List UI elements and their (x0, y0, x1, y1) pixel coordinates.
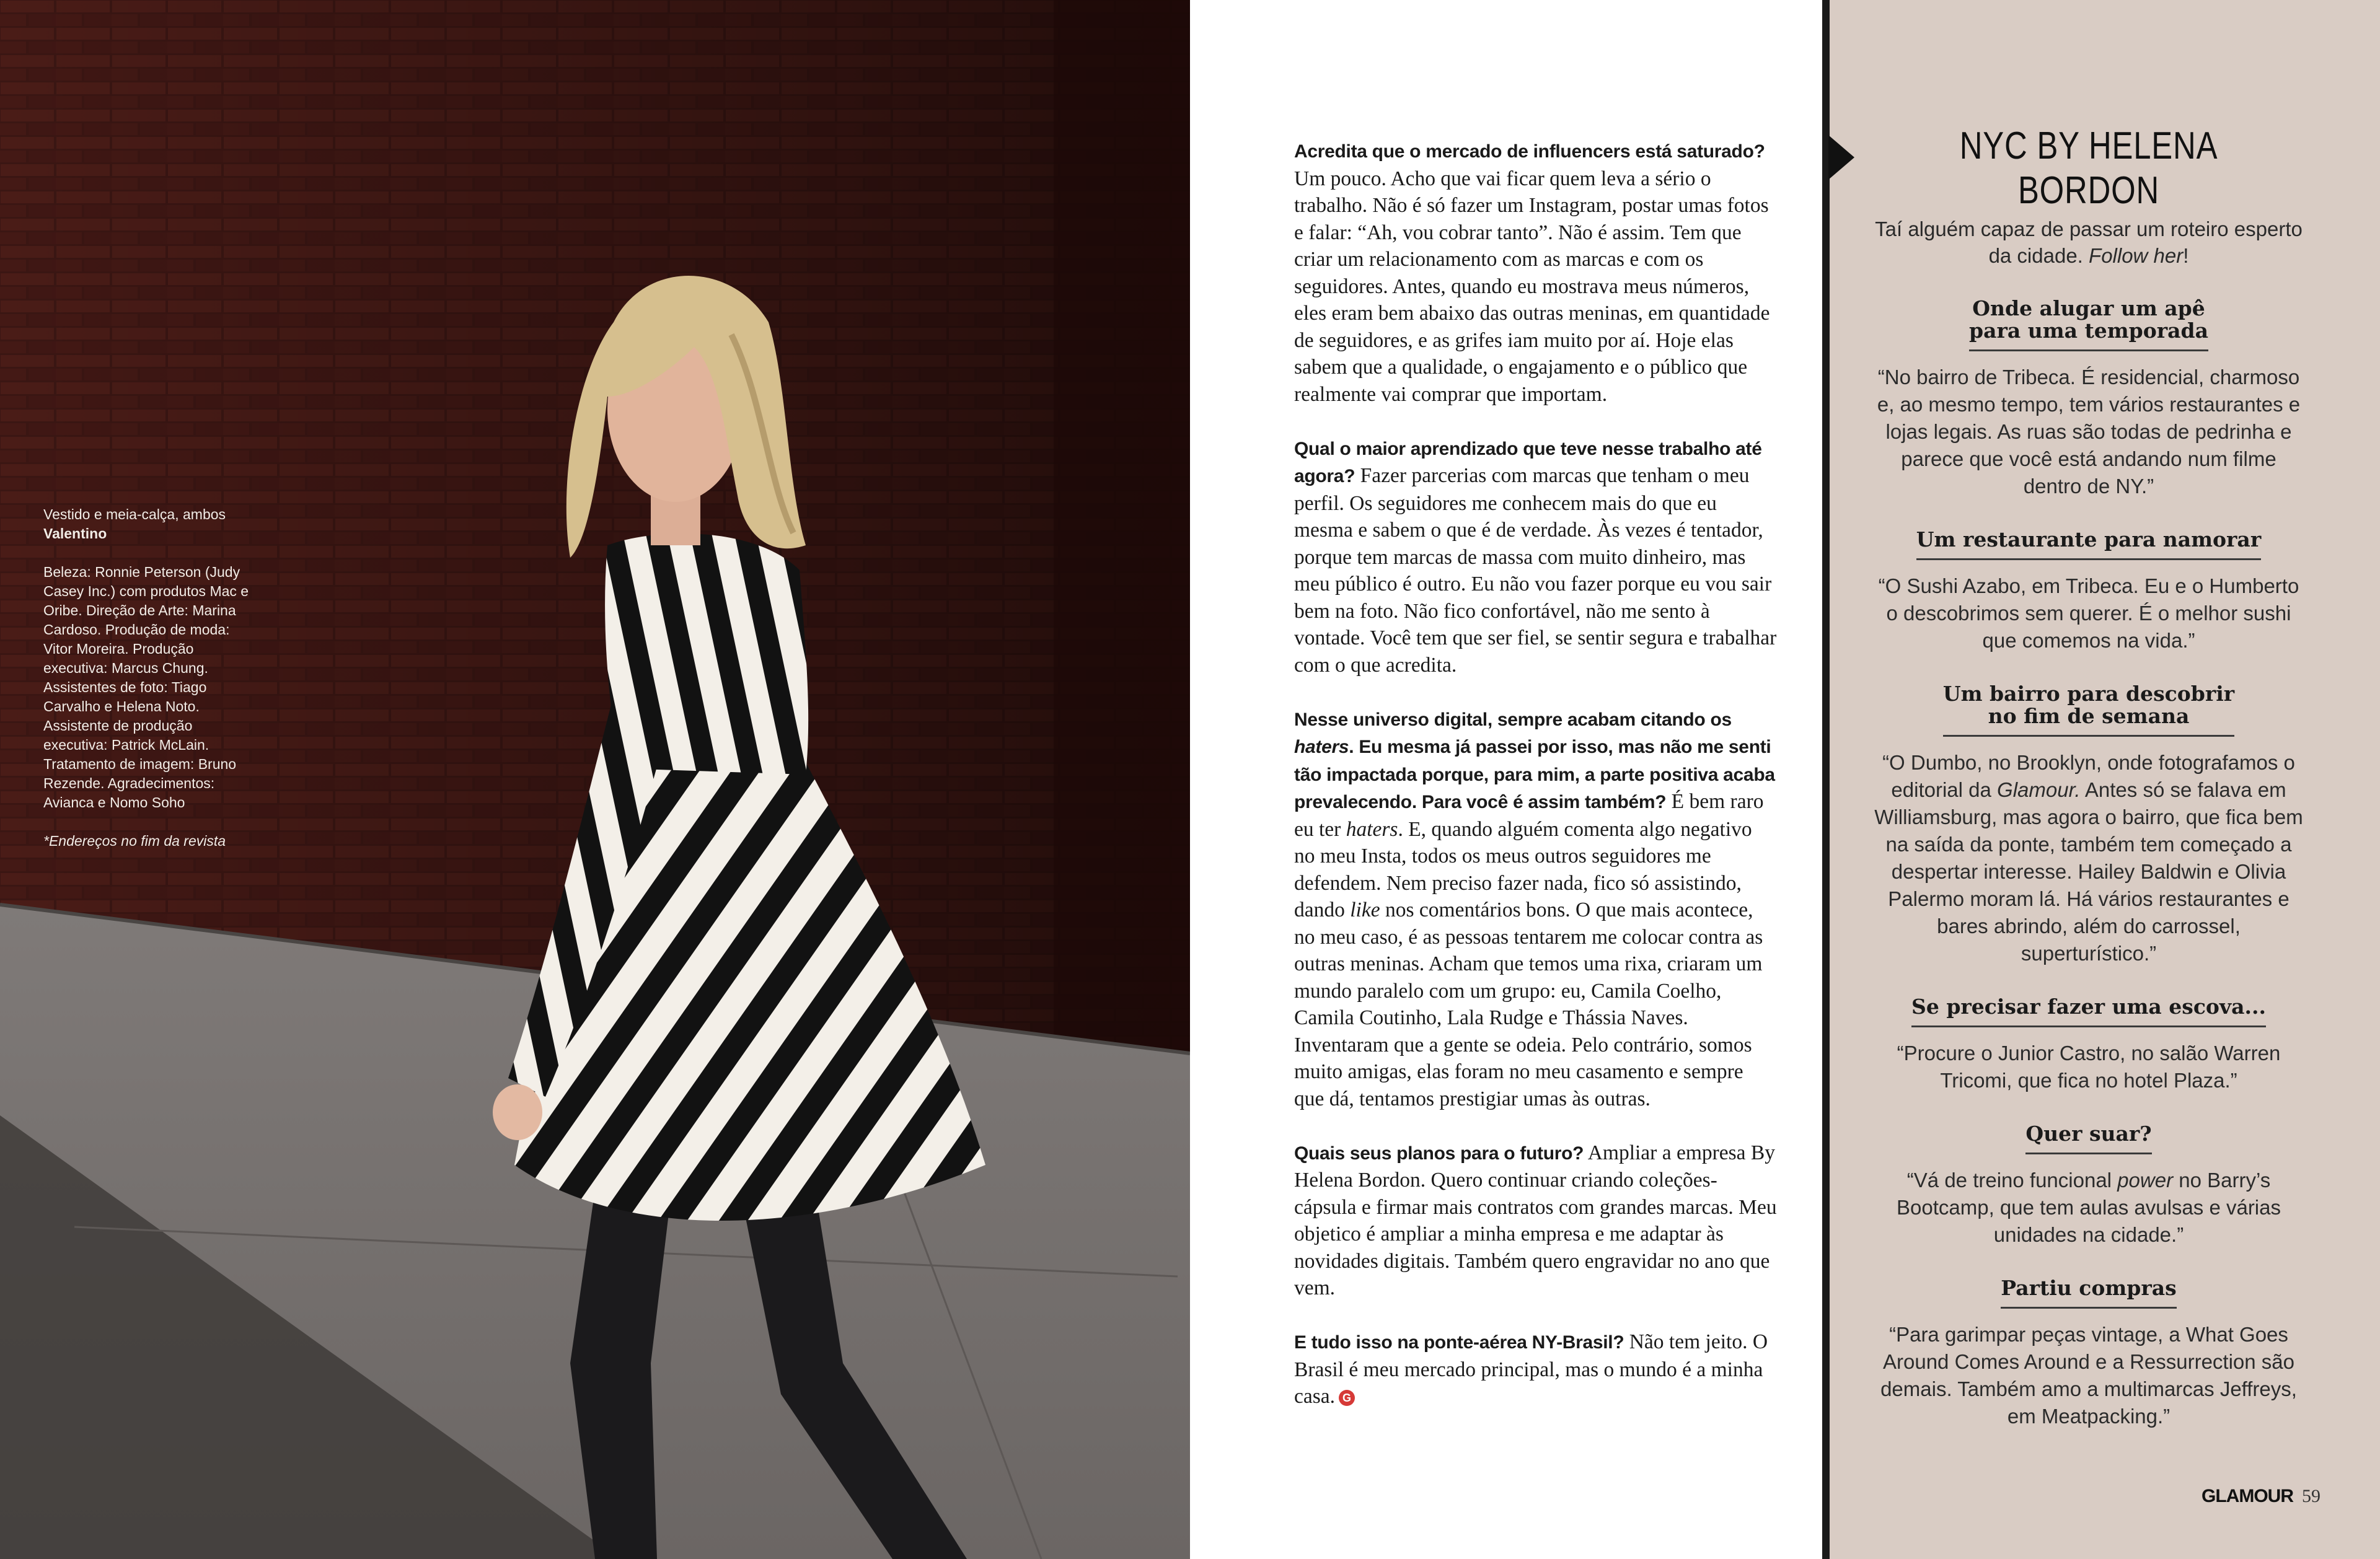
outfit-credit-prefix: Vestido e meia-calça, ambos (43, 506, 226, 522)
question: E tudo isso na ponte-aérea NY-Brasil? (1294, 1332, 1624, 1353)
answer: Um pouco. Acho que vai ficar quem leva a sério o trabalho. Não é só fazer um Instagram, postar umas fotos e falar: “Ah, vou cobrar tanto”. Não é assim. Tem que criar um relacionamento com as marcas e com os seguidores. Antes, quando eu mostrava meus números, eles eram bem abaixo das outras meninas, em quantidade de seguidores, e as grifes iam muito por aí. Hoje elas sabem que a qualidade, o engajamento e o público que realmente vai comprar que importam. (1294, 167, 1770, 406)
answer: Fazer parcerias com marcas que tenham o meu perfil. Os seguidores me conhecem mais do que eu mesma e sabem o que é de verdade. Às vezes é tentador, porque tem marcas de massa com muito dinheiro, mas meu público é outro. Eu não vou fazer porque eu vou sair bem na foto. Não fico confortável, não me sento à vontade. Você tem que ser fiel, se sentir segura e trabalhar com o que acredita. (1294, 464, 1777, 677)
tip-heading-line: Onde alugar um apê (1972, 296, 2205, 320)
question-part: Nesse universo digital, sempre acabam citando os (1294, 709, 1732, 730)
qa-paragraph (1294, 435, 1778, 679)
qa-paragraph (1294, 138, 1778, 408)
addresses-note: *Endereços no fim da revista (43, 833, 226, 849)
tip-text: “Procure o Junior Castro, no salão Warren Tricomi, que fica no hotel Plaza.” (1897, 1042, 2281, 1092)
answer (1294, 790, 1763, 1110)
qa-paragraph (1294, 706, 1778, 1113)
answer-part: É bem raro eu ter (1294, 790, 1764, 841)
tip-section (1872, 529, 2306, 654)
tip-section (1872, 1277, 2306, 1430)
tip-text-emphasis: Glamour. (1997, 778, 2081, 801)
staff-credits: Beleza: Ronnie Peterson (Judy Casey Inc.) com produtos Mac e Oribe. Direção de Arte: Marina Cardoso. Produção de moda: Vitor Moreira. Produção executiva: Marcus Chung. Assistentes de foto: Tiago Carvalho e Helena Noto. Assistente de produção executiva: Patrick McLain. Tratamento de imagem: Bruno Rezende. Agradecimentos: Avianca e Nomo Soho (43, 564, 249, 810)
photo-credits (43, 505, 254, 870)
sidebar-intro (1872, 216, 2306, 269)
answer-emphasis: like (1350, 898, 1380, 921)
outfit-credit-brand: Valentino (43, 525, 107, 542)
tip-section (1872, 297, 2306, 500)
sidebar-intro-emphasis: Follow her (2089, 244, 2184, 267)
tip-text-part: “O Dumbo, no Brooklyn, onde fotografamos o editorial da (1882, 751, 2295, 801)
sidebar-pointer-icon (1828, 135, 1854, 180)
answer: Não tem jeito. O Brasil é meu mercado principal, mas o mundo é a minha casa. (1294, 1330, 1768, 1408)
tip-text: “Para garimpar peças vintage, a What Goes Around Comes Around e a Ressurrection são demais. Também amo a multimarcas Jeffreys, em Meatpacking.” (1880, 1323, 2297, 1428)
page-number: 59 (2301, 1486, 2320, 1506)
tip-text (1872, 749, 2306, 967)
tip-section (1872, 996, 2306, 1094)
outfit-credit (43, 505, 254, 543)
question: Qual o maior aprendizado que teve nesse trabalho até agora? (1294, 438, 1762, 486)
tip-text-part: “Vá de treino funcional (1906, 1169, 2112, 1192)
page-folio (2202, 1486, 2320, 1507)
tip-heading-line: Um bairro para descobrir (1942, 682, 2235, 706)
tip-heading: Partiu compras (2001, 1277, 2176, 1309)
end-mark-icon: G (1339, 1390, 1355, 1406)
tip-section (1872, 1123, 2306, 1249)
tip-heading (1969, 297, 2208, 351)
tip-heading: Se precisar fazer uma escova... (1911, 996, 2266, 1027)
sidebar-divider (1822, 0, 1830, 1559)
tip-heading: Um restaurante para namorar (1916, 529, 2261, 560)
question-emphasis: haters (1294, 737, 1349, 757)
tip-text: “No bairro de Tribeca. É residencial, charmoso e, ao mesmo tempo, tem vários restaurantes e lojas legais. As ruas são todas de pedrinha e parece que você está andando num filme dentro de NY.” (1877, 366, 2301, 498)
sidebar-title: NYC BY HELENA BORDON (1959, 125, 2218, 212)
tip-text-emphasis: power (2117, 1169, 2174, 1192)
tip-heading (1943, 683, 2234, 737)
tip-text: “O Sushi Azabo, em Tribeca. Eu e o Humberto o descobrimos sem querer. É o melhor sushi que comemos na vida.” (1878, 574, 2299, 652)
qa-paragraph (1294, 1140, 1778, 1302)
answer-part: . E, quando alguém comenta algo negativo no meu Insta, todos os meus outros seguidores me defendem. Nem preciso fazer nada, fico só assistindo, dando (1294, 817, 1752, 921)
sidebar-intro-part: Taí alguém capaz de passar um roteiro esperto da cidade. (1875, 217, 2303, 267)
tip-section (1872, 683, 2306, 967)
tip-text-part: no Barry’s Bootcamp, que tem aulas avulsas e várias unidades na cidade.” (1897, 1169, 2281, 1246)
answer-part: nos comentários bons. O que mais acontece, no meu caso, é as pessoas tentarem me colocar contra as outras meninas. Acham que temos uma rixa, criaram um mundo paralelo com um grupo: eu, Camila Coelho, Camila Coutinho, Lala Rudge e Thássia Naves. Inventaram que a gente se odeia. Pelo contrário, somos muito amigas, elas foram no meu casamento e sempre que dá, tentamos prestigiar umas às outras. (1294, 898, 1763, 1110)
sidebar-content (1872, 124, 2306, 1430)
tip-heading-line: para uma temporada (1969, 318, 2208, 343)
magazine-name: GLAMOUR (2202, 1486, 2293, 1506)
tip-heading: Quer suar? (2025, 1123, 2151, 1154)
answer-emphasis: haters (1346, 817, 1398, 841)
question-part: . Eu mesma já passei por isso, mas não me senti tão impactada porque, para mim, a parte positiva acaba prevalecendo. Para você é assim também? (1294, 737, 1775, 812)
sidebar-intro-part: ! (2183, 244, 2189, 267)
tip-heading-line: no fim de semana (1988, 704, 2190, 728)
interview-column (1294, 138, 1778, 1437)
answer: Ampliar a empresa By Helena Bordon. Quero continuar criando coleções-cápsula e firmar mais contratos com grandes marcas. Meu objetico é ampliar a minha empresa e me adaptar às novidades digitais. Também quero engravidar no ano que vem. (1294, 1141, 1777, 1299)
tip-text (1872, 1167, 2306, 1249)
tip-text-part: Antes só se falava em Williamsburg, mas agora o bairro, que fica bem na saída da ponte, também tem começado a despertar interesse. Hailey Baldwin e Olivia Palermo moram lá. Há vários restaurantes e bares abrindo, além do carrossel, superturístico.” (1874, 778, 2303, 965)
question: Quais seus planos para o futuro? (1294, 1143, 1584, 1164)
qa-paragraph (1294, 1328, 1778, 1410)
question: Acredita que o mercado de influencers está saturado? (1294, 141, 1765, 162)
